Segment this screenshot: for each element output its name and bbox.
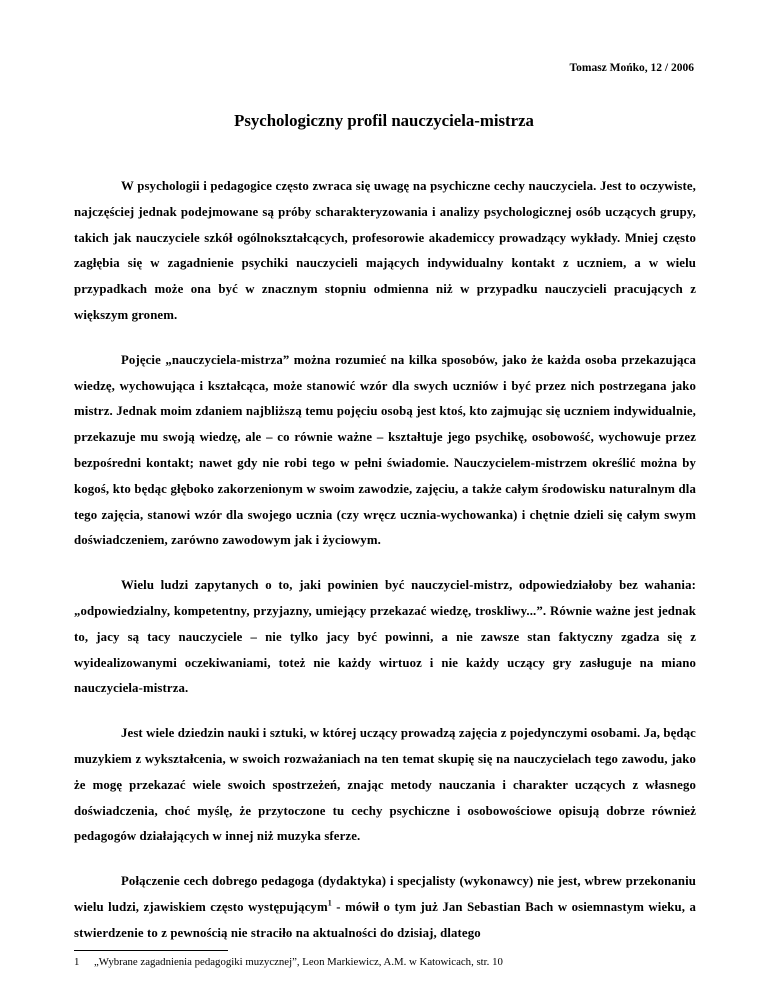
footnote-number: 1 xyxy=(74,956,80,968)
footnote-reference[interactable]: 1 xyxy=(327,898,332,908)
paragraph-5-text-before: Połączenie cech dobrego pedagoga (dydaktyka) i specjalisty (wykonawcy) nie jest, wbrew przekonaniu wielu ludzi, zjawiskiem często występującym xyxy=(74,874,696,914)
paragraph-2: Pojęcie „nauczyciela-mistrza” można rozumieć na kilka sposobów, jako że każda osoba przekazująca wiedzę, wychowująca i kształcąca, może stanowić wzór dla swych uczniów i być przez nich postrzegana jako mistrz. Jednak moim zdaniem najbliższą temu pojęciu osobą jest ktoś, kto zajmując się uczniem indywidualnie, przekazuje mu swoją wiedzę, ale – co równie ważne – kształtuje jego psychikę, osobowość, wychowuje przez bezpośredni kontakt; nawet gdy nie robi tego w pełni świadomie. Nauczycielem-mistrzem określić można by kogoś, kto będąc głęboko zakorzenionym w swoim zawodzie, zajęciu, a także całym środowisku naturalnym dla tego zajęcia, stanowi wzór dla swojego ucznia (czy wręcz ucznia-wychowanka) i chętnie dzieli się całym swym doświadczeniem, zarówno zawodowym jak i życiowym. xyxy=(74,352,696,548)
paragraph-4: Jest wiele dziedzin nauki i sztuki, w której uczący prowadzą zajęcia z pojedynczymi osobami. Ja, będąc muzykiem z wykształcenia, w swoich rozważaniach na ten temat skupię się na nauczycielach tego zawodu, jako że mogę przekazać wiele swoich spostrzeżeń, znając metody nauczania i charakter uczących z własnego doświadczenia, choć myślę, że przytoczone tu cechy psychiczne i osobowościowe opisują dobrze również pedagogów działających w innej niż muzyka sferze. xyxy=(74,726,696,844)
document-body xyxy=(74,174,696,966)
footnote-text: „Wybrane zagadnienia pedagogiki muzycznej”, Leon Markiewicz, A.M. w Katowicach, str. 10 xyxy=(94,956,503,968)
footnote-divider xyxy=(74,950,228,951)
paragraph-5-text-after: - mówił o tym już Jan Sebastian Bach w osiemnastym wieku, a stwierdzenie to z pewnością nie straciło na aktualności do dzisiaj, dlatego xyxy=(74,899,696,940)
document-title: Psychologiczny profil nauczyciela-mistrza xyxy=(234,111,534,130)
paragraph-1: W psychologii i pedagogice często zwraca się uwagę na psychiczne cechy nauczyciela. Jest to oczywiste, najczęściej jednak podejmowane są próby scharakteryzowania i analizy psychologicznej osób uczących grupy, takich jak nauczyciele szkół ogólnokształcących, profesorowie akademiccy prowadzący wykłady. Mniej często zagłębia się w zagadnienie psychiki nauczycieli mających indywidualny kontakt z uczniem, a w wielu przypadkach może ona być w znacznym stopniu odmienna niż w przypadku nauczycieli pracujących z większym gronem. xyxy=(74,179,696,322)
paragraph-5 xyxy=(74,869,696,946)
author-date-header: Tomasz Mońko, 12 / 2006 xyxy=(569,62,694,74)
footnote xyxy=(74,956,503,968)
paragraph-3: Wielu ludzi zapytanych o to, jaki powinien być nauczyciel-mistrz, odpowiedziałoby bez wahania: „odpowiedzialny, kompetentny, przyjazny, umiejący przekazać wiedzę, troskliwy...”. Równie ważne jest jednak to, jacy są tacy nauczyciele – nie tylko jacy być powinni, a nie zawsze stan faktyczny zgadza się z wyidealizowanymi oczekiwaniami, toteż nie każdy wirtuoz i nie każdy uczący gry zasługuje na miano nauczyciela-mistrza. xyxy=(74,578,696,696)
